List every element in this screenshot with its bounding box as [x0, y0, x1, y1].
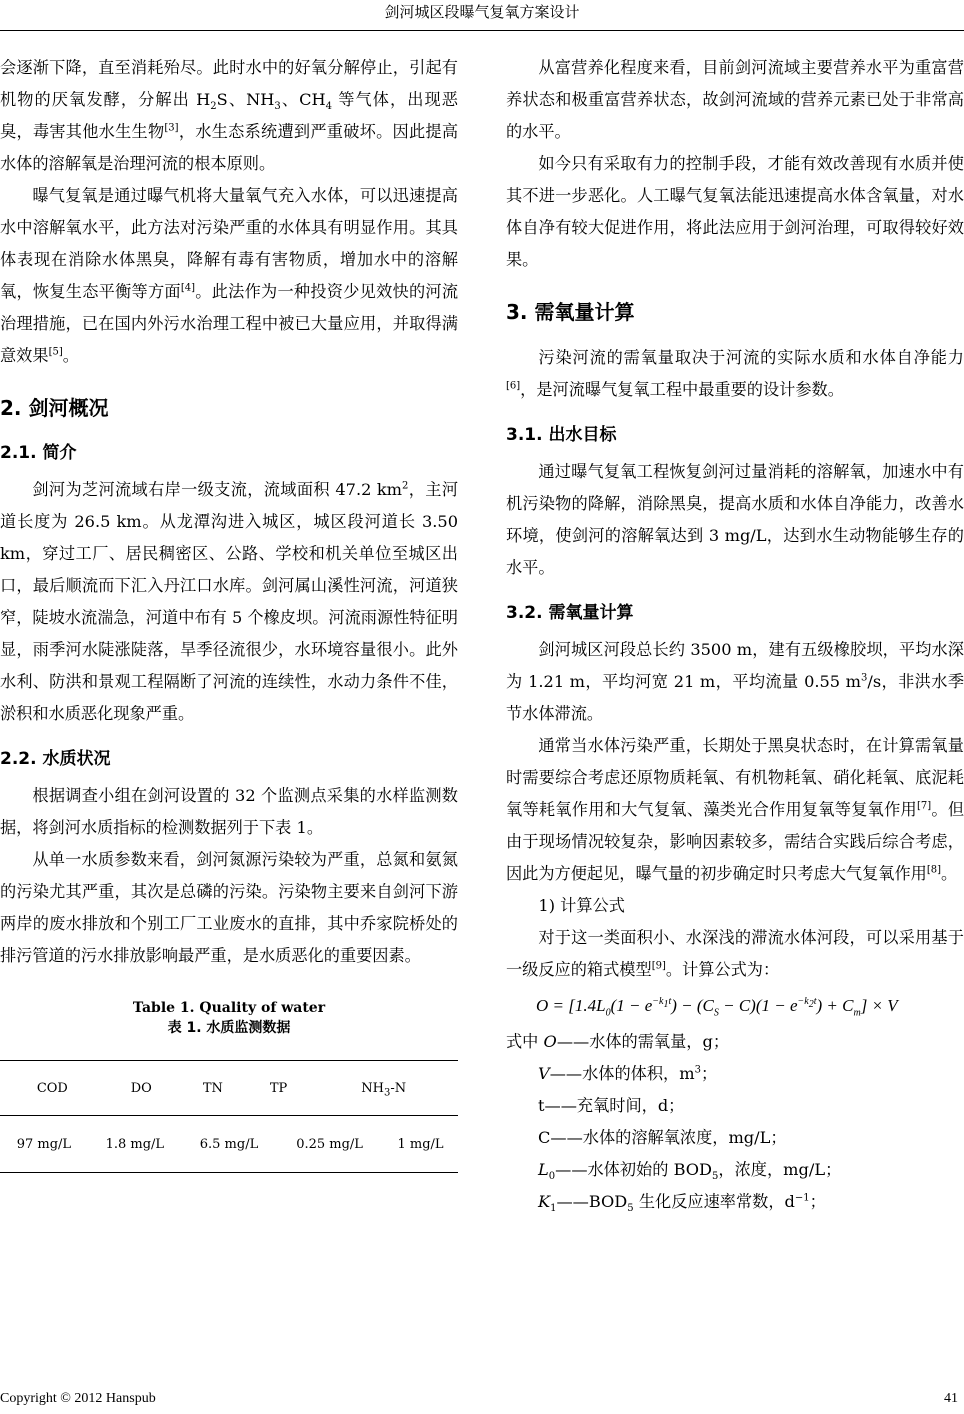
table-header-cell: DO: [130, 1080, 152, 1096]
table-caption-en: Table 1. Quality of water: [132, 1000, 326, 1016]
formula: [506, 986, 964, 1026]
paragraph: 如今只有采取有力的控制手段，才能有效改善现有水质并使其不进一步恶化。人工曝气复氧法能迅速提高水体含氧量，对水体自净有较大促进作用，将此法应用于剑河治理，可取得较好效果。: [506, 154, 964, 269]
paragraph: 污染河流的需氧量取决于河流的实际水质和水体自净能力[6]，是河流曝气复氧工程中最重要的设计参数。: [506, 348, 964, 399]
subsection-heading: 2.1. 简介: [0, 443, 77, 463]
left-column: [0, 52, 458, 1173]
paragraph: 从单一水质参数来看，剑河氮源污染较为严重，总氮和氨氮的污染尤其严重，其次是总磷的污染。污染物主要来自剑河下游两岸的废水排放和个别工厂工业废水的直排，其中乔家院桥处的排污管道的污水排放影响最严重，是水质恶化的重要因素。: [0, 850, 458, 965]
paragraph: 1) 计算公式: [538, 896, 625, 915]
subsection-heading: 3.1. 出水目标: [506, 425, 617, 445]
variable-list: [506, 1026, 964, 1218]
paragraph: 对于这一类面积小、水深浅的滞流水体河段，可以采用基于一级反应的箱式模型[9]。计算公式为：: [506, 928, 964, 979]
table-header-cell: TN: [202, 1080, 223, 1096]
table-header-row: [0, 1061, 458, 1115]
variable-definition: V——水体的体积，$m^3$；: [538, 1064, 718, 1083]
section-heading: 3. 需氧量计算: [506, 300, 635, 324]
variable-definition: C——水体的溶解氧浓度，mg/L；: [538, 1128, 787, 1147]
footer-copyright: Copyright © 2012 Hanspub: [0, 1391, 156, 1406]
table-header-cell: TP: [269, 1080, 288, 1096]
paragraph: 曝气复氧是通过曝气机将大量氧气充入水体，可以迅速提高水中溶解氧水平，此方法对污染严重的水体具有明显作用。其具体表现在消除水体黑臭，降解有毒有害物质，增加水中的溶解氧，恢复生态平衡等方面[4]。此法作为一种投资少见效快的河流治理措施，已在国内外污水治理工程中被已大量应用，并取得满意效果[5]。: [0, 186, 459, 365]
paragraph: 从富营养化程度来看，目前剑河流域主要营养水平为重富营养状态和极重富营养状态，故剑河流域的营养元素已处于非常高的水平。: [506, 58, 964, 141]
table-bottom-rule: [0, 1172, 458, 1173]
variable-definition: $K_1——BOD_5$ 生化反应速率常数，$d^{-1}$；: [538, 1192, 826, 1215]
header-rule: [0, 30, 964, 31]
table-cell: 1.8 mg/L: [105, 1136, 165, 1152]
paragraph: 通常当水体污染严重，长期处于黑臭状态时，在计算需氧量时需要综合考虑还原物质耗氧、有机物耗氧、硝化耗氧、底泥耗氧等耗氧作用和大气复氧、藻类光合作用复氧等复氧作用[7]。但由于现场情况较复杂，影响因素较多，需结合实践后综合考虑，因此为方便起见，曝气量的初步确定时只考虑大气复氧作用[8]。: [506, 736, 964, 883]
water-quality-table: [0, 1061, 458, 1115]
table-header-cell: $NH_3-N$: [361, 1080, 407, 1099]
water-quality-values: [0, 1116, 458, 1172]
paragraph: 通过曝气复氧工程恢复剑河过量消耗的溶解氧，加速水中有机污染物的降解，消除黑臭，提高水质和水体自净能力，改善水环境，使剑河的溶解氧达到 3 mg/L，达到水生动物能够生存的水平。: [506, 462, 964, 577]
paragraph: 剑河城区河段总长约 3500 m，建有五级橡胶坝，平均水深为 1.21 m，平均河宽 21 m，平均流量 0.55 $m^3/s$，非洪水季节水体滞流。: [506, 640, 964, 723]
section-heading: 2. 剑河概况: [0, 396, 109, 420]
variable-definition: t——充氧时间，d；: [538, 1096, 685, 1115]
variable-definition: $L_0——$水体初始的 $BOD_5$，浓度，mg/L；: [538, 1160, 842, 1183]
paragraph: 会逐渐下降，直至消耗殆尽。此时水中的好氧分解停止，引起有机物的厌氧发酵，分解出 $H_2S$、$NH_3$、$CH_4$ 等气体，出现恶臭，毒害其他水生生物[3]，水生态系统遭到严重破坏。因此提高水体的溶解氧是治理河流的根本原则。: [0, 58, 459, 173]
page-number: 41: [944, 1391, 958, 1406]
table-cell: 1 mg/L: [397, 1136, 444, 1152]
subsection-heading: 3.2. 需氧量计算: [506, 603, 634, 623]
table-cell: 0.25 mg/L: [296, 1136, 363, 1152]
running-header: 剑河城区段曝气复氧方案设计: [384, 3, 580, 21]
right-column: [506, 52, 964, 1218]
table-cell: 97 mg/L: [16, 1136, 72, 1152]
table-header-cell: COD: [36, 1080, 68, 1096]
paragraph: 剑河为芝河流域右岸一级支流，流域面积 47.2 $km^2$，主河道长度为 26.5 km。从龙潭沟进入城区，城区段河道长 3.50 km，穿过工厂、居民稠密区、公路、学校和机关单位至城区出口，最后顺流而下汇入丹江口水库。剑河属山溪性河流，河道狭窄，陡坡水流湍急，河道中布有 5 个橡皮坝。河流雨源性特征明显，雨季河水陡涨陡落，旱季径流很少，水环境容量很小。此外水利、防洪和景观工程隔断了河流的连续性，水动力条件不佳，淤积和水质恶化现象严重。: [0, 480, 459, 723]
table-caption-cn: 表 1. 水质监测数据: [167, 1020, 291, 1036]
table-row: [0, 1116, 458, 1172]
table-cell: 6.5 mg/L: [199, 1136, 259, 1152]
subsection-heading: 2.2. 水质状况: [0, 749, 111, 769]
formula-text: $O = [1.4L_0(1 - e^{-k_1t}) - (C_S - C)(1 - e^{-k_2t}) + C_m] \times V$: [536, 996, 898, 1019]
paragraph: 根据调查小组在剑河设置的 32 个监测点采集的水样监测数据，将剑河水质指标的检测数据列于下表 1。: [0, 786, 458, 837]
variable-definition: 式中 O——水体的需氧量，g；: [506, 1032, 730, 1051]
